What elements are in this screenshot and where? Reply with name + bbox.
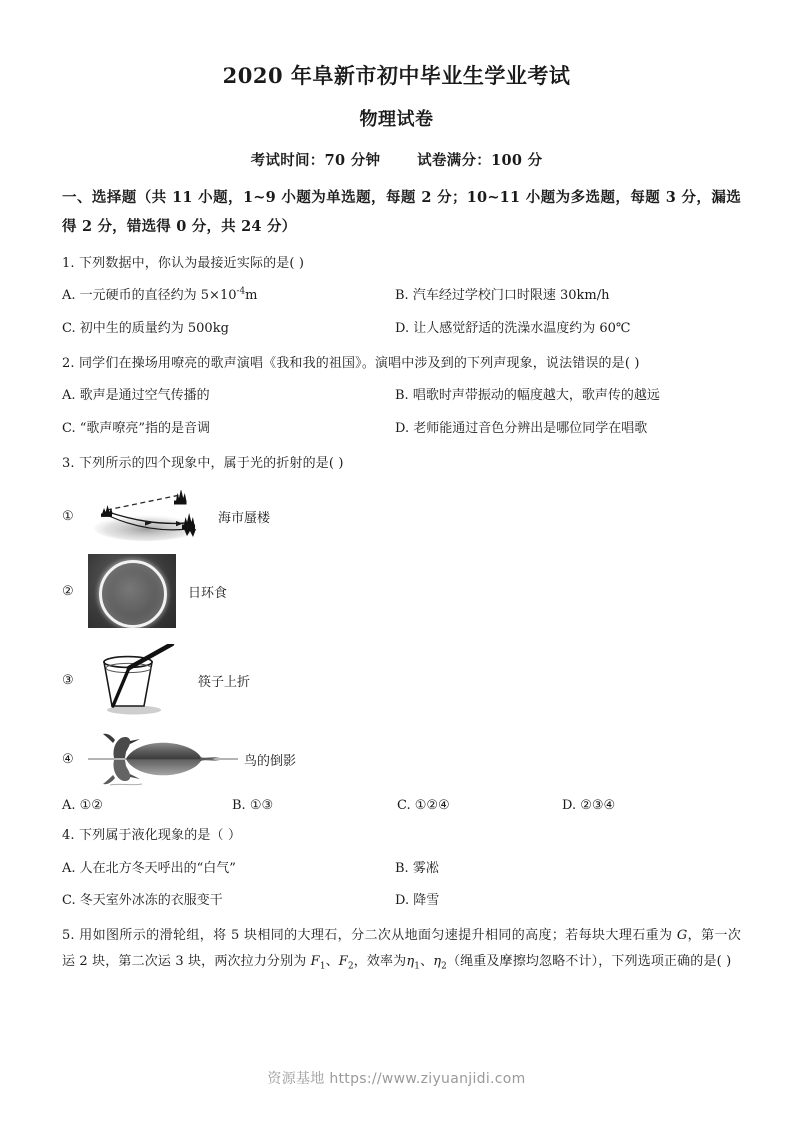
symbol-eta1-subscript: 1 <box>414 961 421 972</box>
option-2-a[interactable]: A. 歌声是通过空气传播的 <box>62 388 210 404</box>
question-5-line3: 项正确的是( ) <box>650 953 732 969</box>
symbol-F2: F <box>338 953 348 969</box>
question-2-text: 同学们在操场用嘹亮的歌声演唱《我和我的祖国》。演唱中涉及到的下列声现象，说法错误的是( ) <box>79 355 640 371</box>
option-1-a-exponent: -4 <box>236 286 246 297</box>
exam-time-text: 考试时间：70 分钟 <box>250 152 381 170</box>
question-3-stem <box>62 451 741 476</box>
bird-svg <box>88 730 238 788</box>
option-row <box>62 888 741 913</box>
mirage-ray-diagram-icon <box>88 490 206 542</box>
question-5-line2-b: 、 <box>325 953 339 969</box>
figure-item-1 <box>62 490 741 542</box>
figure-marker-3: ③ <box>62 672 74 688</box>
questions-container <box>0 251 793 974</box>
question-5-line2-c: ，效率为 <box>353 953 407 969</box>
figure-label-4: 鸟的倒影 <box>244 753 297 769</box>
figure-label-2: 日环食 <box>188 585 228 601</box>
footer-watermark: 资源基地 https://www.ziyuanjidi.com <box>267 1071 526 1087</box>
question-1-stem <box>62 251 741 276</box>
figure-marker-4: ④ <box>62 751 74 767</box>
figure-label-3: 筷子上折 <box>198 674 251 690</box>
question-5-text-part1: 用如图所示的滑轮组，将 5 块相同的大理石，分二次从地面匀速提升相同的高度；若每块大理石重为 <box>79 928 677 944</box>
question-2-stem <box>62 351 741 376</box>
question-5-line2-e: （绳重及摩擦均忽略不计），下列选 <box>446 953 651 969</box>
option-row <box>62 283 741 308</box>
question-3-text: 下列所示的四个现象中，属于光的折射的是( ) <box>79 455 344 471</box>
option-2-b[interactable]: B. 唱歌时声带振动的幅度越大，歌声传的越远 <box>395 388 660 404</box>
figure-item-4 <box>62 730 741 788</box>
question-3-figures <box>62 490 741 788</box>
question-5-stem <box>62 923 741 974</box>
question-3 <box>62 451 741 813</box>
symbol-eta1: η <box>406 953 415 969</box>
figure-item-3 <box>62 644 741 716</box>
section-heading: 一、选择题（共 11 小题，1~9 小题为单选题，每题 2 分；10~11 小题为多选题，每题 3 分，漏选得 2 分，错选得 0 分，共 24 分） <box>62 189 741 235</box>
option-2-c[interactable]: C. “歌声嘹亮”指的是音调 <box>62 420 211 436</box>
option-1-a-text: A. 一元硬币的直径约为 5×10 <box>62 288 237 304</box>
mirage-svg <box>88 490 206 542</box>
option-1-c[interactable]: C. 初中生的质量约为 500kg <box>62 320 229 336</box>
exam-meta <box>0 149 793 170</box>
option-3-a[interactable]: A. ①② <box>62 798 103 814</box>
question-3-number: 3. <box>62 455 75 471</box>
question-1 <box>62 251 741 341</box>
question-5-line2-d: 、 <box>420 953 434 969</box>
annular-eclipse-photo-icon <box>88 554 176 628</box>
exam-total-score: 试卷满分：100 分 <box>417 152 543 170</box>
symbol-F2-subscript: 2 <box>347 961 354 972</box>
figure-item-2 <box>62 554 741 628</box>
question-5-number: 5. <box>62 928 75 944</box>
figure-marker-1: ① <box>62 508 74 524</box>
question-4-options <box>62 856 741 914</box>
option-2-d[interactable]: D. 老师能通过音色分辨出是哪位同学在唱歌 <box>395 420 648 436</box>
symbol-G: G <box>676 928 688 944</box>
option-row <box>62 856 741 881</box>
symbol-eta2: η <box>433 953 442 969</box>
glass-svg <box>88 644 178 716</box>
question-1-options <box>62 283 741 341</box>
option-4-c[interactable]: C. 冬天室外冰冻的衣服变干 <box>62 892 223 908</box>
option-1-a-unit: m <box>245 288 258 304</box>
symbol-F1: F <box>310 953 320 969</box>
question-4-text: 下列属于液化现象的是（ ） <box>79 828 242 844</box>
option-1-b[interactable]: B. 汽车经过学校门口时限速 30km/h <box>395 288 610 304</box>
option-3-c[interactable]: C. ①②④ <box>397 798 450 814</box>
option-row <box>62 383 741 408</box>
option-4-d[interactable]: D. 降雪 <box>395 892 440 908</box>
question-2 <box>62 351 741 441</box>
question-3-options <box>62 798 741 813</box>
exam-time <box>251 152 381 169</box>
figure-label-1: 海市蜃楼 <box>218 510 271 526</box>
option-row <box>62 416 741 441</box>
symbol-F1-subscript: 1 <box>319 961 326 972</box>
glass-chopstick-drawing-icon <box>88 644 178 716</box>
option-row <box>62 316 741 341</box>
question-4 <box>62 823 741 913</box>
option-1-d[interactable]: D. 让人感觉舒适的洗澡水温度约为 60℃ <box>395 320 631 336</box>
option-3-b[interactable]: B. ①③ <box>232 798 274 814</box>
question-4-number: 4. <box>62 828 75 844</box>
question-5-text-part2: ， <box>687 928 702 944</box>
page-title: 2020 年阜新市初中毕业生学业考试 <box>222 63 571 88</box>
option-4-a[interactable]: A. 人在北方冬天呼出的“白气” <box>62 860 236 876</box>
option-1-a[interactable] <box>62 283 395 308</box>
question-2-number: 2. <box>62 355 75 371</box>
question-2-options <box>62 383 741 441</box>
option-3-d[interactable]: D. ②③④ <box>562 798 616 814</box>
question-1-number: 1. <box>62 255 75 271</box>
bird-reflection-photo-icon <box>88 730 238 788</box>
option-4-b[interactable]: B. 雾凇 <box>395 860 439 876</box>
question-5 <box>62 923 741 974</box>
question-4-stem <box>62 823 741 848</box>
figure-marker-2: ② <box>62 583 74 599</box>
symbol-eta2-subscript: 2 <box>441 961 447 972</box>
question-5-line2-a: 第一次运 2 块，第二次运 3 块，两次拉力分别为 <box>62 928 741 969</box>
page-subtitle: 物理试卷 <box>359 109 434 131</box>
question-1-text: 下列数据中，你认为最接近实际的是( ) <box>79 255 305 271</box>
